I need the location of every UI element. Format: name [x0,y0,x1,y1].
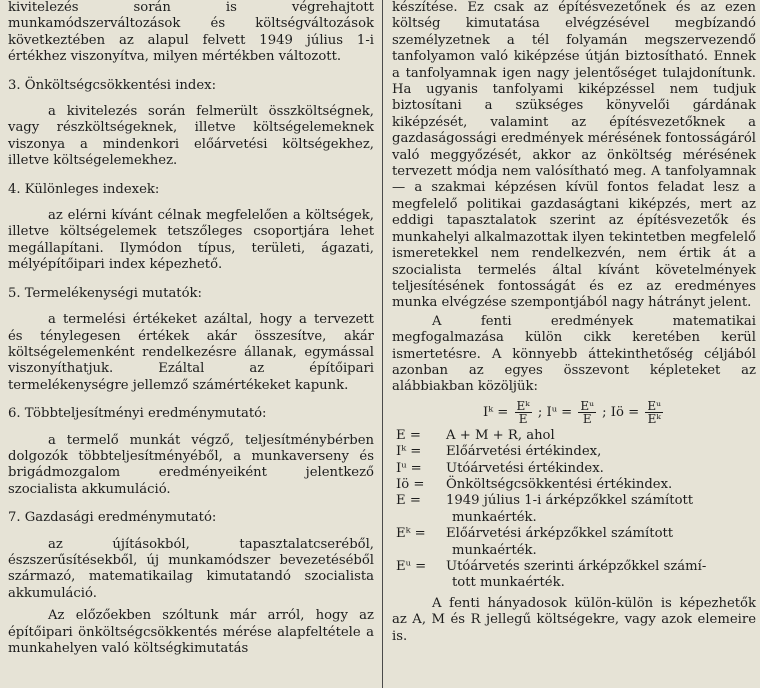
intro-paragraph: kivitelezés során is végrehajtott munkamódszerváltozások és költségváltozások következtében az alapul felvett 1949 július 1-i értékhez viszonyítva, milyen mértékben változott. [8,0,374,65]
formula-iu-label: ; Iᵘ = [537,404,573,420]
fraction-numerator: Eᵘ [647,398,661,413]
definition-symbol: Iᵏ = [396,444,422,460]
definition-continuation: munkaérték. [452,542,537,558]
right-column [392,0,756,688]
definition-text: Előárvetési árképzőkkel számított [446,526,674,542]
definition-text: Utóárvetés szerinti árképzőkkel számí- [446,559,707,574]
left-column [8,0,374,688]
definition-row [396,559,756,575]
column-divider [382,0,383,688]
definition-row [396,477,756,493]
definition-symbol: E = [396,493,421,509]
formula-io-label: ; Iö = [602,404,640,420]
definition-row [396,493,756,509]
fraction-eu-ek [645,400,663,425]
definition-text: Előárvetési értékindex, [446,444,602,460]
definition-symbol: Eᵏ = [396,526,426,542]
section-5-body: a termelési értékeket azáltal, hogy a tervezett és ténylegesen értékek akár összesítve, akár költségelemenként rendelkezésre állanak, egymással viszonyíthatjuk. Ezáltal az építőipari termelékenységre jellemző számértékeket kapunk. [8,312,374,393]
section-7-heading: 7. Gazdasági eredménymutató: [8,510,217,526]
math-intro-paragraph: A fenti eredmények matematikai megfogalmazása külön cikk keretében kerül ismertetésre. A könnyebb áttekinthetőség céljából azonban az egyes összevont képleteket az alábbiakban közöljük: [392,313,756,395]
definition-continuation: tott munkaérték. [452,575,565,591]
definition-text: Önköltségcsökkentési értékindex. [446,476,673,492]
definition-row [396,526,756,542]
fraction-numerator: Eᵏ [516,398,530,413]
section-4-body: az elérni kívánt célnak megfelelően a költségek, illetve költségelemek tetszőleges csoportjára lehet megállapítani. Ilymódon típus, területi, ágazati, mélyépítőipari index képezhető. [8,208,374,273]
section-6-body: a termelő munkát végző, teljesítménybérben dolgozók többteljesítményéből, a munkaverseny és brigádmozgalom eredményeiként jelentkező szocialista akkumuláció. [8,432,374,497]
section-6-heading: 6. Többteljesítményi eredménymutató: [8,406,267,422]
fraction-denominator: E [518,411,528,426]
index-formula [392,400,756,425]
fraction-eu-e [578,400,596,425]
section-5-heading: 5. Termelékenységi mutatók: [8,285,202,301]
fraction-numerator: Eᵘ [580,398,594,413]
definition-symbol: E = [396,427,421,443]
definition-symbol: Eᵘ = [396,559,427,574]
definition-text: Utóárvetési értékindex. [446,460,604,476]
definition-text: 1949 július 1-i árképzőkkel számított [446,493,694,509]
closing-note: A fenti hányadosok külön-külön is képezhetők az A, M és R jellegű költségekre, vagy azok elemeire is. [392,595,756,644]
definition-row [396,461,756,477]
definition-symbol: Iö = [396,476,425,492]
course-paragraph: készítése. Ez csak az építésvezetőnek és az ezen költség kimutatása elvégzésével megbízandó személyzetnek a tél folyamán megszervezendő tanfolyamon való kiképzése útján biztosítható. Ennek a tanfolyamnak igen nagy jelentőséget tulajdonítunk. Ha ugyanis tanfolyami kiképzéssel nem tudjuk biztosítani a szükséges könyvelői gárdának kiképzését, valamint az építésvezetőknek a gazdaságossági eredmények mérésének fontosságáról való meggyőzését, akkor az önköltség mérésének tervezett módja nem valósítható meg. A tanfolyamnak — a szakmai képzésen kívül fontos feladat lesz a megfelelő politikai gazdaságtani kiképzés, mert az eddigi tapasztalatok szerint az építésvezetők és munkahelyi alkalmazottak ilyen tekintetben megfelelő ismeretekkel nem rendelkezvén, nem értik át a szocialista termelés által kívánt követelmények teljesítésének fontosságát és ez az eredményes munka elvégzése szempontjából nagy hátrányt jelent. [392,0,756,311]
formula-ik-label: Iᵏ = [483,404,509,420]
section-3-heading: 3. Önköltségcsökkentési index: [8,77,217,93]
definition-continuation: munkaérték. [452,509,537,525]
fraction-ek-e [515,400,532,425]
definition-row [396,428,756,444]
definition-symbol: Iᵘ = [396,460,422,476]
definition-row [396,444,756,460]
fraction-denominator: Eᵏ [647,411,661,426]
definition-list [396,428,756,592]
section-4-heading: 4. Különleges indexek: [8,181,160,197]
definition-text: A + M + R, ahol [446,427,555,443]
fraction-denominator: E [582,411,592,426]
section-7-body: az újításokból, tapasztalatcseréből, észszerűsítésekből, új munkamódszer bevezetéséből származó, matematikailag kimutatandó szocialista akkumuláció. [8,536,374,601]
section-3-body: a kivitelezés során felmerült összköltségnek, vagy részköltségeknek, illetve költségelemeknek viszonya a mindenkori előárvetési költségekhez, illetve költségelemekhez. [8,104,374,169]
closing-paragraph: Az előzőekben szóltunk már arról, hogy az építőipari önköltségcsökkentés mérése alapfeltétele a munkahelyen való költségkimutatás [8,608,374,656]
